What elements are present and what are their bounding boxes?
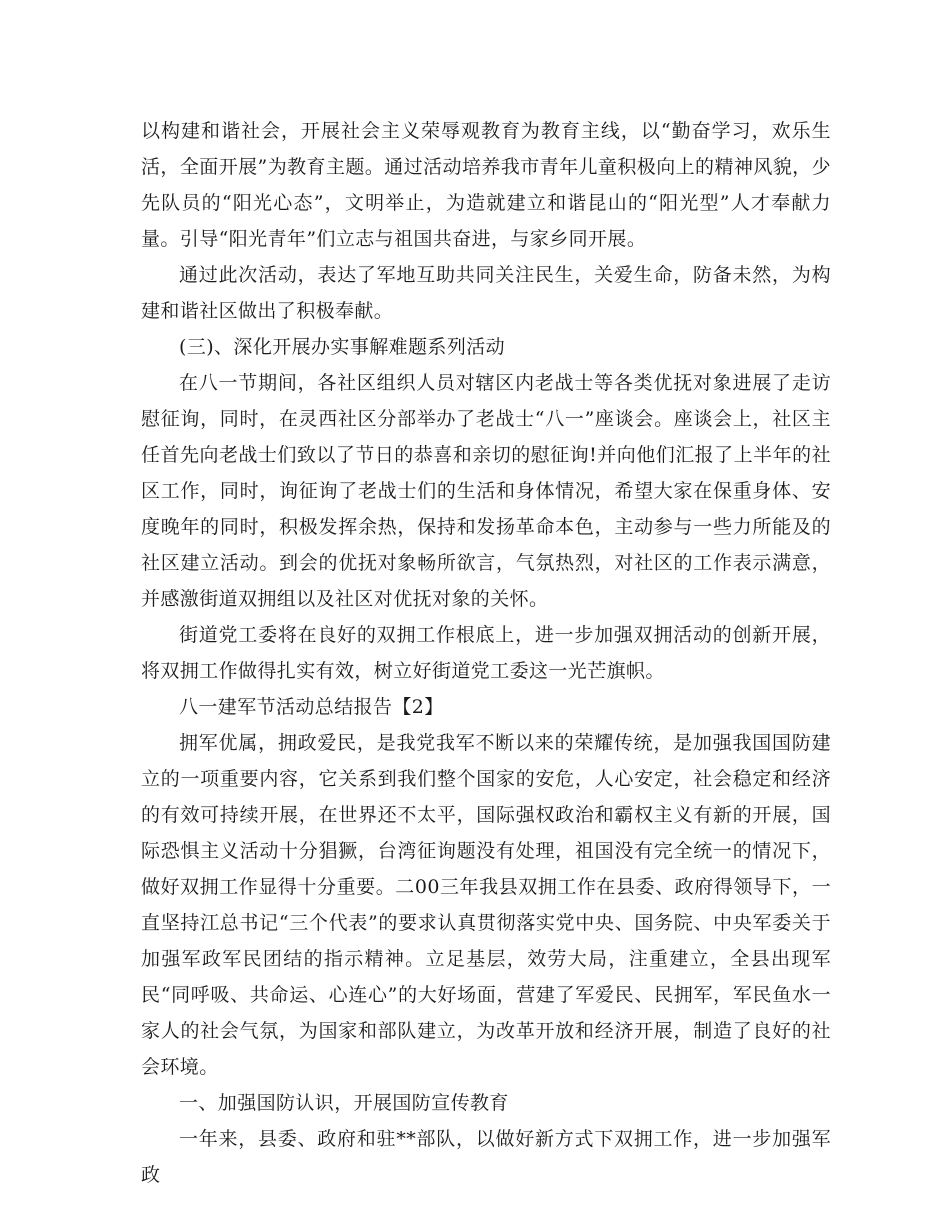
paragraph-bayi-visits: 在八一节期间，各社区组织人员对辖区内老战士等各类优抚对象进展了走访慰征询，同时，在灵西社区分部举办了老战士“八一”座谈会。座谈会上，社区主任首先向老战士们致以了节日的恭喜和亲切的慰征询!并向他们汇报了上半年的社区工作，同时，询征询了老战士们的生活和身体情况，希望大家在保重身体、安度晚年的同时，积极发挥余热，保持和发扬革命本色，主动参与一些力所能及的社区建立活动。到会的优抚对象畅所欲言，气氛热烈，对社区的工作表示满意，并感激街道双拥组以及社区对优抚对象的关怀。 xyxy=(141,372,831,610)
report-title-2: 八一建军节活动总结报告【2】 xyxy=(179,696,444,718)
document-body xyxy=(141,113,831,1193)
paragraph-year-review: 一年来，县委、政府和驻**部队，以做好新方式下双拥工作，进一步加强军政 xyxy=(141,1128,831,1186)
paragraph-party-committee: 街道党工委将在良好的双拥工作根底上，进一步加强双拥活动的创新开展，将双拥工作做得扎实有效，树立好街道党工委这一光芒旗帜。 xyxy=(141,624,831,682)
paragraph-support-army: 拥军优属，拥政爱民，是我党我军不断以来的荣耀传统，是加强我国国防建立的一项重要内容，它关系到我们整个国家的安危，人心安定，社会稳定和经济的有效可持续开展，在世界还不太平，国际强权政治和霸权主义有新的开展，国际恐惧主义活动十分猖獗，台湾征询题没有处理，祖国没有完全统一的情况下，做好双拥工作显得十分重要。二00三年我县双拥工作在县委、政府得领导下，一直坚持江总书记“三个代表”的要求认真贯彻落实党中央、国务院、中央军委关于加强军政军民团结的指示精神。立足基层，效劳大局，注重建立，全县出现军民“同呼吸、共命运、心连心”的大好场面，营建了军爱民、民拥军，军民鱼水一家人的社会气氛，为国家和部队建立，为改革开放和经济开展，制造了良好的社会环境。 xyxy=(141,732,831,1078)
section-heading-3: (三)、深化开展办实事解难题系列活动 xyxy=(179,336,506,358)
section-heading-1: 一、加强国防认识，开展国防宣传教育 xyxy=(179,1092,509,1114)
paragraph-activity-summary: 通过此次活动，表达了军地互助共同关注民生，关爱生命，防备未然，为构建和谐社区做出了积极奉献。 xyxy=(141,264,831,322)
paragraph-intro-continuation: 以构建和谐社会，开展社会主义荣辱观教育为教育主线，以“勤奋学习，欢乐生活，全面开展”为教育主题。通过活动培养我市青年儿童积极向上的精神风貌，少先队员的“阳光心态”，文明举止，为造就建立和谐昆山的“阳光型”人才奉献力量。引导“阳光青年”们立志与祖国共奋进，与家乡同开展。 xyxy=(141,120,831,250)
